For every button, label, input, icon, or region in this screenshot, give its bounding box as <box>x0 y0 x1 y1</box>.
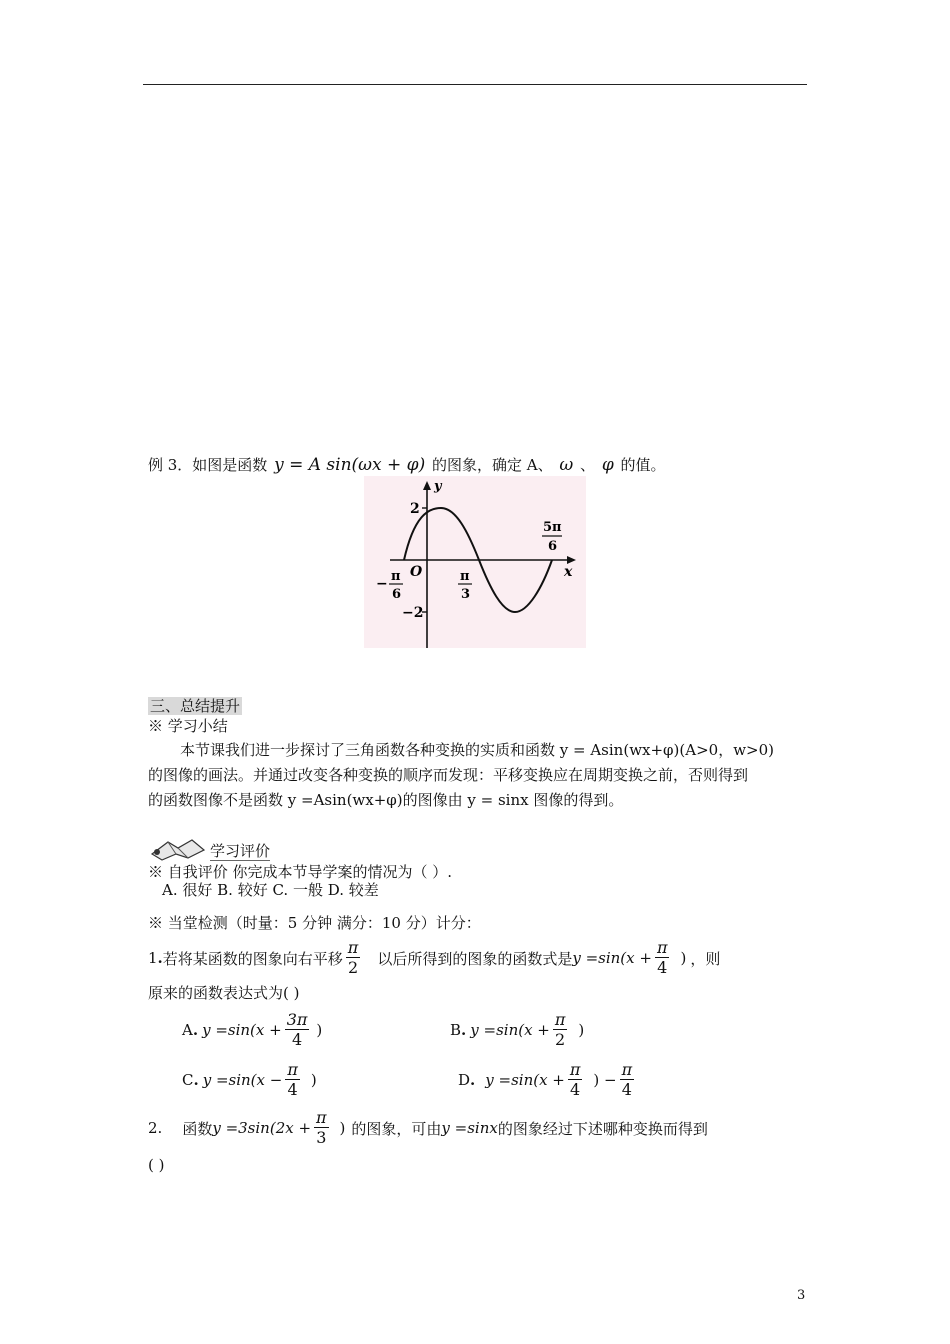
example3-prefix: 例 3．如图是函数 <box>148 456 268 474</box>
summary-subheading: ※ 学习小结 <box>148 717 228 735</box>
q1-option-a-frac: $\frac{3\pi}{4}$ <box>286 1010 308 1049</box>
q1-frac-pi4: $\frac{\pi}{4}$ <box>656 938 668 977</box>
q1-line-1: 1 . 若将某函数的图象向右平移 $\frac{\pi}{2}$ 以后所得到的图象的函数式是 y =sin(x + $\frac{\pi}{4}$ ) ，则 <box>148 938 721 977</box>
q1-option-c-frac: $\frac{\pi}{4}$ <box>287 1060 298 1099</box>
example3-phi: φ <box>601 455 614 475</box>
q1-option-a[interactable]: A . y =sin(x + $\frac{3\pi}{4}$ ) <box>182 1010 323 1049</box>
tick-5pi6-den: 6 <box>548 539 558 554</box>
q1-option-b-frac: $\frac{\pi}{2}$ <box>554 1010 566 1049</box>
q2-expr-2: y =sinx <box>441 1119 498 1137</box>
self-eval-line: ※ 自我评价 你完成本节导学案的情况为（ ）. <box>148 863 453 881</box>
example3-sep: 、 <box>580 456 596 474</box>
q2-text-b: 的图象，可由 <box>351 1119 442 1138</box>
q1-number: 1 <box>148 949 158 967</box>
q1-option-d[interactable]: D . y =sin(x + $\frac{\pi}{4}$ ) − $\frac{\pi}{4}$ <box>458 1060 633 1099</box>
q1-option-a-label: A <box>182 1021 193 1039</box>
q1-line-2: 原来的函数表达式为( ) <box>148 984 300 1002</box>
origin-label: O <box>410 564 423 580</box>
q1-option-b[interactable]: B . y =sin(x + $\frac{\pi}{2}$ ) <box>450 1010 585 1049</box>
q1-option-d-expr: y =sin(x + <box>485 1071 565 1089</box>
example3-line <box>148 452 666 478</box>
evaluation-heading: 学习评价 <box>210 842 271 860</box>
q2-line-1 <box>148 1106 708 1150</box>
q1-option-b-close: ) <box>578 1021 585 1039</box>
book-icon <box>148 836 210 862</box>
q1-text-c: ，则 <box>690 949 721 968</box>
q1-option-c-close: ) <box>310 1071 317 1089</box>
tick-pi3-den: 3 <box>461 587 471 602</box>
page-number: 3 <box>797 1288 806 1303</box>
q1-option-d-tail: ) − <box>593 1071 617 1089</box>
tick-neg-pi6-den: 6 <box>392 587 402 602</box>
q2-close: ) <box>339 1119 346 1137</box>
summary-heading-text: 三、总结提升 <box>150 697 241 715</box>
q1-frac-pi2: $\frac{\pi}{2}$ <box>347 938 359 977</box>
summary-line-3: 的函数图像不是函数 y =Asin(wx+φ)的图像由 y = sinx 图像的得到。 <box>148 791 624 809</box>
q1-close: ) <box>680 949 687 967</box>
q1-option-d-label: D <box>458 1071 471 1089</box>
example3-suffix: 的值。 <box>620 456 666 474</box>
q2-text-a: 函数 <box>182 1119 213 1138</box>
q2-text-c: 的图象经过下述哪种变换而得到 <box>497 1119 708 1138</box>
q2-line-2: ( ) <box>148 1156 165 1174</box>
tick-pi3-num: π <box>460 569 470 584</box>
q1-text-a: 若将某函数的图象向右平移 <box>162 949 343 968</box>
y-axis-label: y <box>434 479 442 494</box>
q1-option-b-label: B <box>450 1021 462 1039</box>
q1-option-d-frac-2: $\frac{\pi}{4}$ <box>621 1060 633 1099</box>
example3-omega: ω <box>559 455 574 475</box>
summary-line-1: 本节课我们进一步探讨了三角函数各种变换的实质和函数 y = Asin(wx+φ)(A>0，w>0) <box>180 741 775 759</box>
q2-expr: y =3sin(2x + <box>212 1119 312 1137</box>
q2-number: 2. <box>148 1119 163 1137</box>
tick-5pi6-num: 5π <box>543 520 562 535</box>
tick-label-2: 2 <box>410 501 420 517</box>
example3-mid: 的图象，确定 A、 <box>432 456 553 474</box>
x-axis-arrow <box>567 556 576 564</box>
q2-frac-pi3: $\frac{\pi}{3}$ <box>316 1108 327 1147</box>
tick-neg-sign: − <box>376 576 388 592</box>
test-heading: ※ 当堂检测（时量：5 分钟 满分：10 分）计分： <box>148 914 481 932</box>
summary-line-2: 的图像的画法。并通过改变各种变换的顺序而发现：平移变换应在周期变换之前，否则得到 <box>148 766 749 784</box>
self-eval-options: A. 很好 B. 较好 C. 一般 D. 较差 <box>162 881 379 899</box>
q1-option-a-expr: y =sin(x + <box>202 1021 282 1039</box>
header-rule <box>143 84 807 85</box>
example3-formula: y = A sin(ωx + φ) <box>274 455 426 475</box>
q1-text-b: 以后所得到的图象的函数式是 <box>377 949 573 968</box>
sine-graph-svg <box>364 476 586 648</box>
q1-option-d-frac: $\frac{\pi}{4}$ <box>569 1060 581 1099</box>
q1-option-c[interactable]: C . y =sin(x − $\frac{\pi}{4}$ ) <box>182 1060 317 1099</box>
x-axis-label: x <box>564 564 573 580</box>
y-axis-arrow <box>423 481 431 490</box>
q1-option-c-label: C <box>182 1071 194 1089</box>
q1-y-eq: y =sin(x + <box>572 949 652 967</box>
q1-option-c-expr: y =sin(x − <box>202 1071 283 1089</box>
tick-label-neg2: −2 <box>402 605 424 621</box>
summary-heading <box>148 696 242 716</box>
sine-graph-figure <box>364 476 586 648</box>
tick-neg-pi6-num: π <box>391 569 401 584</box>
q1-option-a-close: ) <box>316 1021 323 1039</box>
q1-option-b-expr: y =sin(x + <box>470 1021 550 1039</box>
